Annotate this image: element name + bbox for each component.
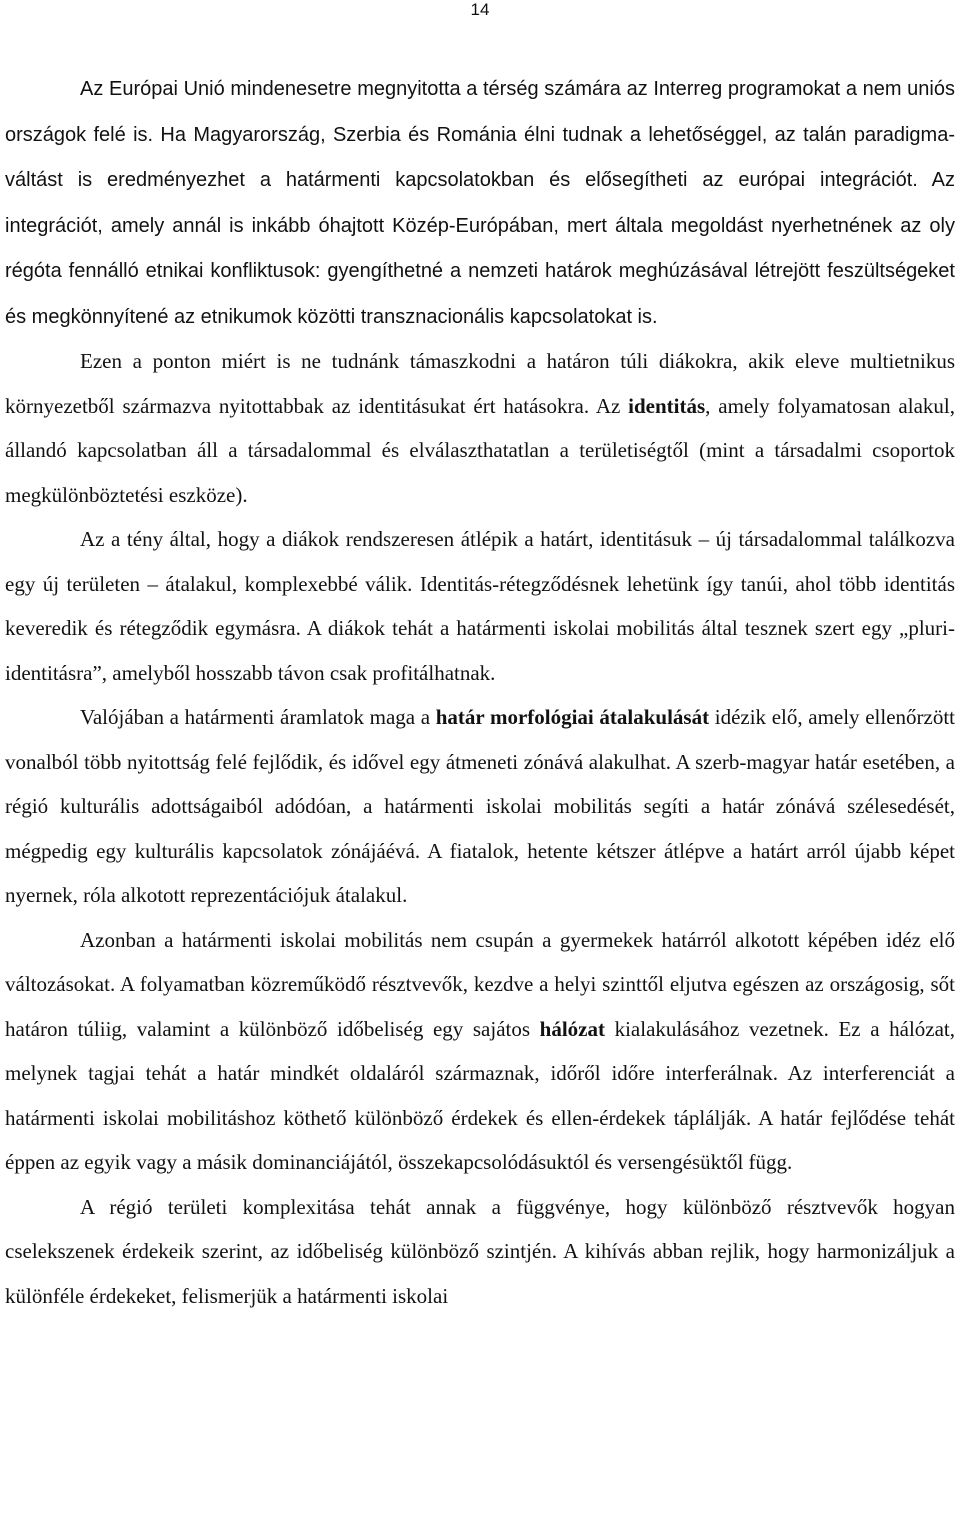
text-segment: Az Európai Unió mindenesetre megnyitotta a térség számára az Interreg programokat a nem uniós országok felé is. Ha Magyarország, Szerbia és Románia élni tudnak a lehetőséggel, az talán paradigma-váltást is eredményezhet a határmenti kapcsolatokban és elősegítheti az európai integrációt. xyxy=(5,78,955,191)
paragraph xyxy=(5,1185,955,1319)
bold-term: identitás xyxy=(628,393,706,418)
text-segment: Az integrációt, amely annál is inkább óhajtott Közép-Európában, mert általa megoldást nyerhetnének az oly régóta fennálló etnikai konfliktusok: gyengíthetné a nemzeti határok meghúzásával létrejött feszültségeket és megkönnyítené az etnikumok közötti transznacionális kapcsolatokat is. xyxy=(5,169,955,328)
text-segment: kialakulásához vezetnek. Ez a hálózat, melynek tagjai tehát a határ mindkét oldaláról származnak, időről időre interferálnak. Az interferenciát a határmenti iskolai mobilitáshoz köthető különböző érdekek és ellen-érdekek táplálják. A határ fejlődése tehát éppen az egyik vagy a másik dominanciájától, összekapcsolódásuktól és versengésüktől függ. xyxy=(5,1016,956,1174)
paragraph xyxy=(5,66,955,339)
text-segment: Azonban a határmenti iskolai mobilitás nem csupán a gyermekek határról alkotott képében idéz elő változásokat. A folyamatban közreműködő résztvevők, kezdve a helyi szinttől eljutva egészen az országosig, sőt határon túliig, valamint a különböző időbeliség egy sajátos xyxy=(5,927,955,1041)
text-segment: Valójában a határmenti áramlatok maga a xyxy=(80,705,436,729)
bold-term: hálózat xyxy=(539,1016,605,1041)
text-segment: idézik elő, amely ellenőrzött vonalból több nyitottság felé fejlődik, és idővel egy átmeneti zónává alakulhat. A szerb-magyar határ esetében, a régió kulturális adottságaiból adódóan, a határmenti iskolai mobilitás segíti a határ zónává szélesedését, mégpedig egy kulturális kapcsolatok zónájáévá. A fiatalok, hetente kétszer átlépve a határt arról újabb képet nyernek, róla alkotott reprezentációjuk átalakul. xyxy=(5,705,955,907)
text-segment: , amely folyamatosan alakul, állandó kapcsolatban áll a társadalommal és elválaszthatatlan a területiségtől (mint a társadalmi csoportok megkülönböztetési eszköze). xyxy=(5,393,955,507)
paragraph xyxy=(5,339,955,517)
paragraph xyxy=(5,918,955,1185)
paragraph xyxy=(5,695,955,918)
text-segment: A régió területi komplexitása tehát annak a függvénye, hogy különböző résztvevők hogyan cselekszenek érdekeik szerint, az időbeliség különböző szintjén. A kihívás abban rejlik, hogy harmonizáljuk a különféle érdekeket, felismerjük a határmenti iskolai xyxy=(5,1194,955,1308)
text-segment: Az a tény által, hogy a diákok rendszeresen átlépik a határt, identitásuk – új társadalommal találkozva egy új területen – átalakul, komplexebbé válik. Identitás-rétegződésnek lehetünk így tanúi, ahol több identitás keveredik és rétegződik egymásra. A diákok tehát a határmenti iskolai mobilitás által tesznek szert egy „pluri-identitásra”, amelyből hosszabb távon csak profitálhatnak. xyxy=(5,527,955,685)
body-text xyxy=(5,66,955,1318)
text-segment: Ezen a ponton miért is ne tudnánk támaszkodni a határon túli diákokra, akik eleve multietnikus környezetből származva nyitottabbak az identitásukat ért hatásokra. Az xyxy=(5,349,955,418)
paragraph xyxy=(5,517,955,695)
bold-term: határ morfológiai átalakulását xyxy=(435,705,710,729)
page-number: 14 xyxy=(470,0,490,19)
